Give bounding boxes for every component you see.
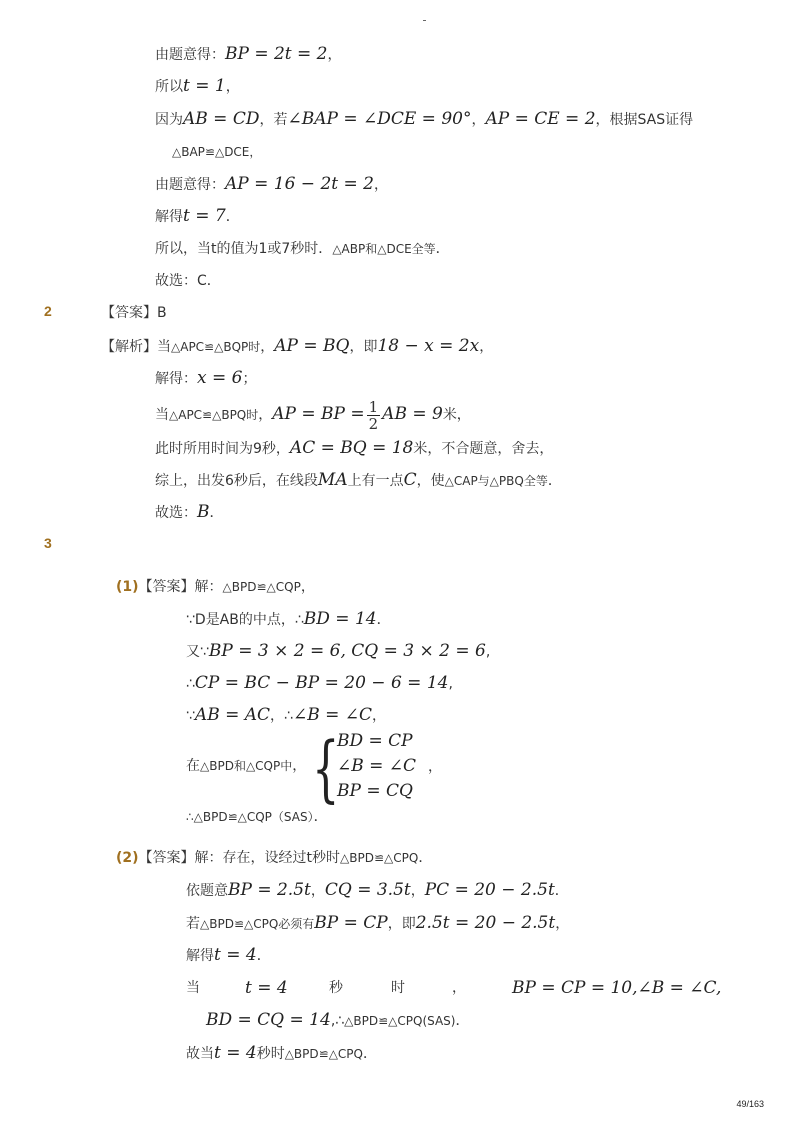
part-line: (1)【答案】解：△BPD≌△CQP， (116, 579, 315, 595)
question-number: 2 (44, 303, 52, 319)
line: 依题意BP = 2.5t，CQ = 3.5t，PC = 20 − 2.5t． (186, 880, 569, 900)
fraction: $\frac{1}{2}$ (368, 397, 379, 433)
word: 时 (391, 980, 405, 996)
page-number: 49/163 (736, 1099, 764, 1109)
left-brace: { (312, 726, 340, 810)
line: BD = CQ = 14,∴△BPD≌△CPQ(SAS)． (206, 1010, 470, 1030)
line: 当△APC≌△BPQ时，AP = BP = $\frac{1}{2}$ AB = 9米， (155, 397, 471, 433)
math: t = 4 (245, 978, 288, 998)
line: 综上，出发6秒后，在线段MA上有一点C，使△CAP与△PBQ全等． (155, 470, 562, 490)
header-mark (423, 20, 426, 21)
line: 若△BPD≌△CPQ必须有BP = CP，即2.5t = 20 − 2.5t， (186, 913, 570, 933)
line: 此时所用时间为9秒，AC = BQ = 18米，不合题意，舍去， (155, 438, 554, 458)
answer-line: 【答案】B (101, 305, 167, 321)
line: ∴CP = BC − BP = 20 − 6 = 14, (186, 673, 453, 693)
line: 所以t = 1， (155, 76, 240, 96)
line: 故选：C． (155, 273, 221, 289)
word: ， (452, 980, 466, 996)
line: 又∵BP = 3 × 2 = 6, CQ = 3 × 2 = 6, (186, 641, 491, 661)
line: 故当t = 4秒时△BPD≌△CPQ． (186, 1043, 377, 1063)
line: 【解析】当△APC≌△BQP时，AP = BQ，即18 − x = 2x， (101, 336, 494, 356)
line: 所以，当t的值为1或7秒时．△ABP和△DCE全等． (155, 241, 450, 257)
line: △BAP≌△DCE， (172, 145, 262, 159)
math: BP = CP = 10,∠B = ∠C, (512, 978, 722, 998)
line: ∵AB = AC，∴∠B = ∠C， (186, 705, 386, 725)
word: 当 (186, 980, 200, 996)
system-row: BP = CQ (337, 781, 413, 801)
part-line: (2)【答案】解：存在，设经过t秒时△BPD≌△CPQ． (116, 850, 433, 866)
line: 解得t = 4． (186, 945, 271, 965)
line: 由题意得：AP = 16 − 2t = 2， (155, 174, 388, 194)
line: 解得：x = 6； (155, 368, 257, 388)
line: ∴△BPD≌△CQP（SAS）． (186, 809, 328, 825)
system-row: ∠B = ∠C ， (337, 756, 443, 776)
word: 秒 (329, 980, 343, 996)
line: 因为AB = CD，若∠BAP = ∠DCE = 90°，AP = CE = 2，根据SAS证得 (155, 109, 694, 129)
question-number: 3 (44, 535, 52, 551)
line: 由题意得：BP = 2t = 2， (155, 44, 342, 64)
line: ∵D是AB的中点，∴BD = 14． (186, 609, 391, 629)
line: 解得t = 7． (155, 206, 240, 226)
line: 故选：B． (155, 502, 224, 522)
system-row: BD = CP (337, 731, 413, 751)
line: 在△BPD和△CQP中， (186, 758, 307, 774)
